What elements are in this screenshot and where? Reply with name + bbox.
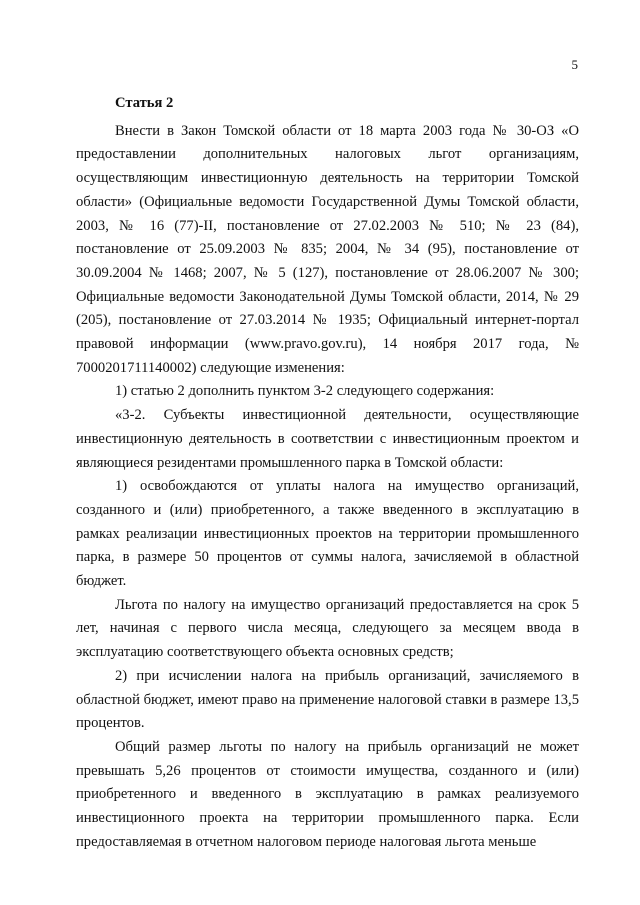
document-body: [76, 92, 579, 855]
paragraph-property-tax-term: Льгота по налогу на имущество организаций предоставляется на срок 5 лет, начиная с первого числа месяца, следующего за месяцем ввода в эксплуатацию соответствующего объекта основных средств;: [76, 596, 579, 661]
paragraph-profit-tax-rate: 2) при исчислении налога на прибыль организаций, зачисляемого в областной бюджет, имеют право на применение налоговой ставки в размере 13,5 процентов.: [76, 667, 579, 732]
page-number: 5: [571, 57, 578, 72]
paragraph-property-tax-exemption: 1) освобождаются от уплаты налога на имущество организаций, созданного и (или) приобретенного, а также введенного в эксплуатацию в рамках реализации инвестиционных проектов на территории промышленного парка, в размере 50 процентов от суммы налога, зачисляемой в областной бюджет.: [76, 478, 579, 590]
article-heading: Статья 2: [115, 95, 174, 111]
paragraph-amendment-intro: Внести в Закон Томской области от 18 марта 2003 года № 30-ОЗ «О предоставлении дополнительных налоговых льгот организациям, осуществляющим инвестиционную деятельность на территории Томской области» (Официальные ведомости Государственной Думы Томской области, 2003, № 16 (77)-II, постановление от 27.02.2003 № 510; № 23 (84), постановление от 25.09.2003 № 835; 2004, № 34 (95), постановление от 30.09.2004 № 1468; 2007, № 5 (127), постановление от 28.06.2007 № 300; Официальные ведомости Законодательной Думы Томской области, 2014, № 29 (205), постановление от 27.03.2014 № 1935; Официальный интернет-портал правовой информации (www.pravo.gov.ru), 14 ноября 2017 года, № 7000201711140002) следующие изменения:: [76, 122, 579, 376]
paragraph-item-1: 1) статью 2 дополнить пунктом 3-2 следующего содержания:: [115, 383, 495, 400]
paragraph-profit-tax-limit: Общий размер льготы по налогу на прибыль организаций не может превышать 5,26 процентов от стоимости имущества, созданного и (или) приобретенного и введенного в эксплуатацию в рамках реализуемого инвестиционного проекта на территории промышленного парка. Если предоставляемая в отчетном налоговом периоде налоговая льгота меньше: [76, 738, 579, 850]
paragraph-clause-3-2: «3-2. Субъекты инвестиционной деятельности, осуществляющие инвестиционную деятельность в соответствии с инвестиционным проектом и являющиеся резидентами промышленного парка в Томской области:: [76, 407, 579, 471]
